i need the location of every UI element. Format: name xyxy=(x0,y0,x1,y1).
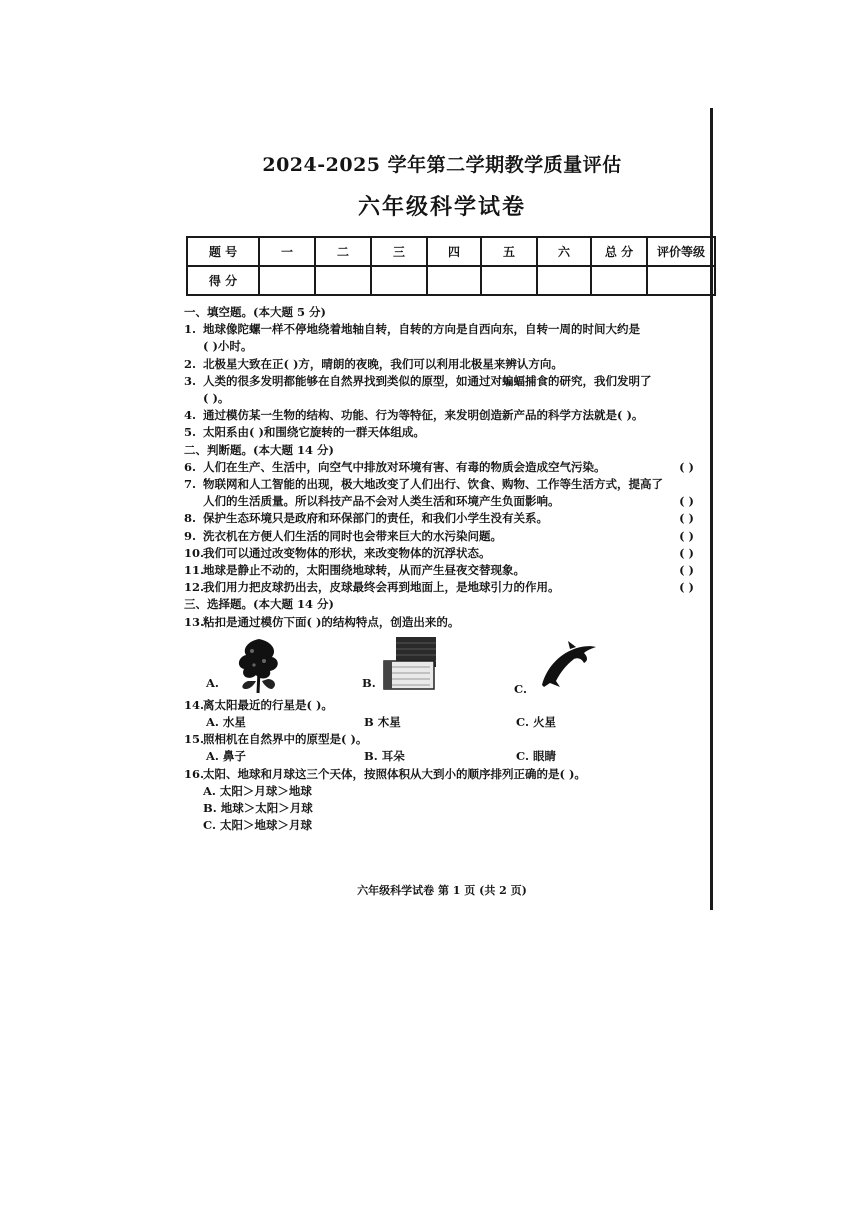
page-edge-line xyxy=(710,108,713,910)
score-cell: 题 号 xyxy=(187,237,259,266)
question-number: 7. xyxy=(184,477,197,492)
question-16 xyxy=(184,766,698,783)
score-input-cell[interactable] xyxy=(371,266,427,295)
score-input-cell[interactable] xyxy=(591,266,647,295)
score-cell: 二 xyxy=(315,237,371,266)
score-input-cell[interactable] xyxy=(481,266,537,295)
question-3-cont xyxy=(184,390,698,407)
section-heading: 一、填空题。(本大题 5 分) xyxy=(184,305,326,319)
answer-bracket[interactable]: ( ) xyxy=(679,494,694,509)
question-11 xyxy=(184,562,698,579)
question-text: 人类的很多发明都能够在自然界找到类似的原型，如通过对蝙蝠捕食的研究，我们发明了 xyxy=(203,373,652,388)
question-3 xyxy=(184,373,698,390)
answer-bracket[interactable]: ( ) xyxy=(679,545,694,560)
question-number: 16. xyxy=(184,766,205,781)
score-cell: 一 xyxy=(259,237,315,266)
question-13 xyxy=(184,614,698,631)
score-input-cell[interactable] xyxy=(259,266,315,295)
score-cell: 六 xyxy=(537,237,591,266)
question-6 xyxy=(184,459,698,476)
score-cell: 三 xyxy=(371,237,427,266)
score-table xyxy=(186,236,716,296)
question-number: 5. xyxy=(184,425,197,440)
question-number: 12. xyxy=(184,580,205,595)
option-a[interactable]: A. 鼻子 xyxy=(206,749,246,764)
question-number: 4. xyxy=(184,408,197,423)
question-text: 太阳系由( )和围绕它旋转的一群天体组成。 xyxy=(203,425,425,440)
exam-content xyxy=(184,304,698,834)
question-text: 我们用力把皮球扔出去，皮球最终会再到地面上，是地球引力的作用。 xyxy=(203,580,560,595)
answer-bracket[interactable]: ( ) xyxy=(679,511,694,526)
score-input-cell[interactable] xyxy=(315,266,371,295)
question-text: 地球是静止不动的，太阳围绕地球转，从而产生昼夜交替现象。 xyxy=(203,563,525,578)
option-c[interactable]: C. 太阳＞地球＞月球 xyxy=(203,818,312,833)
answer-bracket[interactable]: ( ) xyxy=(679,459,694,474)
question-text: 照相机在自然界中的原型是( )。 xyxy=(203,732,368,747)
question-number: 1. xyxy=(184,322,197,337)
question-text: 粘扣是通过模仿下面( )的结构特点，创造出来的。 xyxy=(203,614,460,629)
question-text: 地球像陀螺一样不停地绕着地轴自转，自转的方向是自西向东，自转一周的时间大约是 xyxy=(203,322,640,337)
option-b[interactable]: B 木星 xyxy=(364,715,401,730)
score-cell: 评价等级 xyxy=(647,237,715,266)
score-cell: 得 分 xyxy=(187,266,259,295)
question-1 xyxy=(184,321,698,338)
score-input-cell[interactable] xyxy=(647,266,715,295)
question-text: 物联网和人工智能的出现，极大地改变了人们出行、饮食、购物、工作等生活方式，提高了 xyxy=(203,477,663,492)
question-14-options xyxy=(184,714,698,731)
score-cell: 五 xyxy=(481,237,537,266)
answer-bracket[interactable]: ( ) xyxy=(679,528,694,543)
question-15-options xyxy=(184,748,698,765)
question-text: ( )。 xyxy=(203,391,230,406)
question-7-cont xyxy=(184,493,698,510)
question-5 xyxy=(184,424,698,441)
answer-bracket[interactable]: ( ) xyxy=(679,563,694,578)
question-text: 洗衣机在方便人们生活的同时也会带来巨大的水污染问题。 xyxy=(203,528,502,543)
question-14 xyxy=(184,697,698,714)
question-number: 11. xyxy=(184,563,205,578)
option-c[interactable]: C. 眼睛 xyxy=(516,749,556,764)
burdock-plant-icon xyxy=(234,635,284,695)
question-text: 北极星大致在正( )方，晴朗的夜晚，我们可以利用北极星来辨认方向。 xyxy=(203,356,563,371)
score-input-cell[interactable] xyxy=(427,266,481,295)
option-b[interactable]: B. 地球＞太阳＞月球 xyxy=(203,801,313,816)
score-input-cell[interactable] xyxy=(537,266,591,295)
question-text: 通过模仿某一生物的结构、功能、行为等特征，来发明创造新产品的科学方法就是( )。 xyxy=(203,408,644,423)
option-b[interactable]: B. 耳朵 xyxy=(364,749,405,764)
score-table-header-row xyxy=(187,237,715,266)
question-text: 太阳、地球和月球这三个天体，按照体积从大到小的顺序排列正确的是( )。 xyxy=(203,766,586,781)
option-b-label[interactable]: B. xyxy=(362,675,376,690)
question-text: 人们的生活质量。所以科技产品不会对人类生活和环境产生负面影响。 xyxy=(203,494,560,509)
question-4 xyxy=(184,407,698,424)
question-1-cont xyxy=(184,338,698,355)
question-9 xyxy=(184,528,698,545)
question-number: 8. xyxy=(184,511,197,526)
score-table-score-row xyxy=(187,266,715,295)
question-number: 9. xyxy=(184,528,197,543)
option-a-label[interactable]: A. xyxy=(206,675,219,690)
question-number: 2. xyxy=(184,356,197,371)
option-a[interactable]: A. 水星 xyxy=(206,715,246,730)
question-number: 15. xyxy=(184,732,205,747)
question-number: 13. xyxy=(184,614,205,629)
fabric-swatch-icon xyxy=(382,631,440,693)
question-text: 人们在生产、生活中，向空气中排放对环境有害、有毒的物质会造成空气污染。 xyxy=(203,459,606,474)
page-footer: 六年级科学试卷 第 1 页 (共 2 页) xyxy=(357,884,527,897)
exam-title: 2024-2025 学年第二学期教学质量评估 xyxy=(262,154,622,176)
section-heading: 三、选择题。(本大题 14 分) xyxy=(184,597,334,612)
question-2 xyxy=(184,356,698,373)
question-number: 10. xyxy=(184,545,205,560)
score-cell: 四 xyxy=(427,237,481,266)
question-text: ( )小时。 xyxy=(203,339,253,354)
question-12 xyxy=(184,579,698,596)
dolphin-icon xyxy=(538,639,598,689)
exam-subtitle: 六年级科学试卷 xyxy=(357,194,526,220)
question-8 xyxy=(184,510,698,527)
question-15 xyxy=(184,731,698,748)
question-text: 我们可以通过改变物体的形状，来改变物体的沉浮状态。 xyxy=(203,545,491,560)
question-10 xyxy=(184,545,698,562)
option-a[interactable]: A. 太阳＞月球＞地球 xyxy=(203,783,312,798)
option-c-label[interactable]: C. xyxy=(514,681,527,696)
question-text: 保护生态环境只是政府和环保部门的责任，和我们小学生没有关系。 xyxy=(203,511,548,526)
question-7 xyxy=(184,476,698,493)
question-number: 3. xyxy=(184,373,197,388)
question-text: 离太阳最近的行星是( )。 xyxy=(203,697,333,712)
question-number: 6. xyxy=(184,459,197,474)
score-cell: 总 分 xyxy=(591,237,647,266)
question-number: 14. xyxy=(184,697,205,712)
section-heading: 二、判断题。(本大题 14 分) xyxy=(184,442,334,457)
answer-bracket[interactable]: ( ) xyxy=(679,580,694,595)
question-13-options xyxy=(184,631,698,697)
option-c[interactable]: C. 火星 xyxy=(516,715,556,730)
